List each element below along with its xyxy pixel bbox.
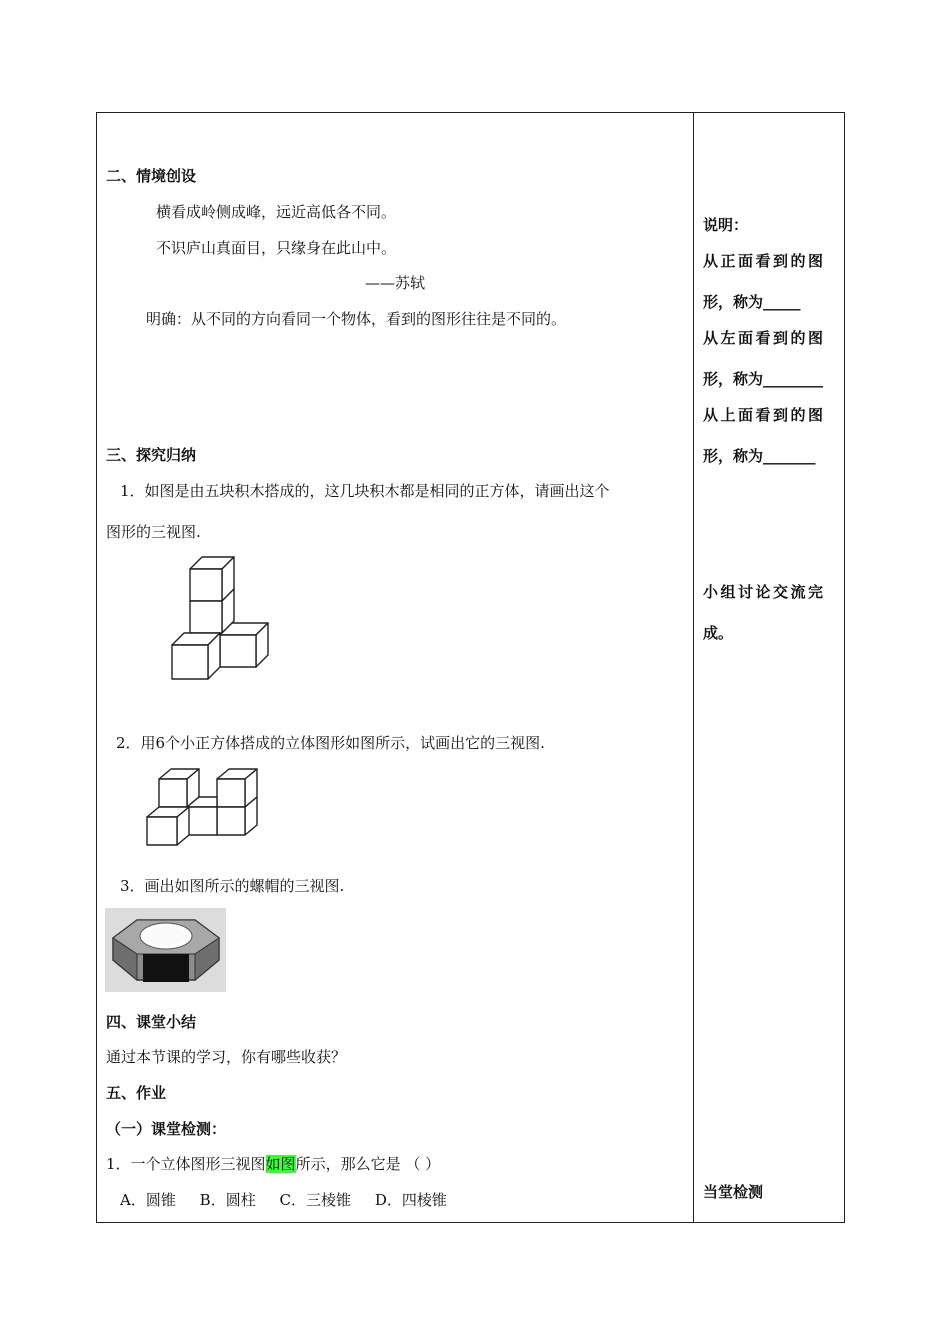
poem-line-2: 不识庐山真面目，只缘身在此山中。 xyxy=(156,239,397,257)
question3-text: 3．画出如图所示的螺帽的三视图. xyxy=(120,877,345,895)
section3-heading: 三、探究归纳 xyxy=(106,446,197,464)
column-divider xyxy=(693,112,694,1223)
sidebar-left-line1: 从左面看到的图 xyxy=(703,329,826,347)
classroom-check-heading: （一）课堂检测： xyxy=(106,1120,227,1138)
poem-line-1: 横看成岭侧成峰，远近高低各不同。 xyxy=(156,203,397,221)
sidebar-check-label: 当堂检测 xyxy=(703,1183,764,1201)
sidebar-front-line1: 从正面看到的图 xyxy=(703,252,826,270)
answer-options: A．圆锥 B．圆柱 C．三棱锥 D．四棱锥 xyxy=(120,1191,447,1209)
clarify-text: 明确：从不同的方向看同一个物体，看到的图形往往是不同的。 xyxy=(146,310,567,328)
sidebar-left-line2: 形，称为________ xyxy=(703,370,824,388)
cube-figure-1 xyxy=(168,555,273,683)
highlighted-text: 如图 xyxy=(265,1155,296,1173)
summary-question: 通过本节课的学习，你有哪些收获？ xyxy=(106,1048,347,1066)
sidebar-note-title: 说明： xyxy=(703,216,749,234)
sidebar-group-line1: 小组讨论交流完 xyxy=(703,583,826,601)
poem-author: ——苏轼 xyxy=(365,274,426,292)
question1-text-before: 1．一个立体图形三视图 xyxy=(106,1155,266,1173)
question1-text-after: 所示，那么它是 （ ） xyxy=(295,1155,441,1173)
question2-text: 2．用6个小正方体搭成的立体图形如图所示，试画出它的三视图. xyxy=(116,734,545,752)
section2-heading: 二、情境创设 xyxy=(106,167,197,185)
hex-nut-image xyxy=(105,908,226,992)
cube-figure-2 xyxy=(143,767,261,849)
sidebar-top-line1: 从上面看到的图 xyxy=(703,406,826,424)
sidebar-top-line2: 形，称为_______ xyxy=(703,447,816,465)
homework-question1 xyxy=(106,1154,440,1174)
section5-heading: 五、作业 xyxy=(106,1084,167,1102)
sidebar-front-line2: 形，称为_____ xyxy=(703,293,801,311)
question1-line1: 1．如图是由五块积木搭成的，这几块积木都是相同的正方体，请画出这个 xyxy=(120,482,610,500)
section4-heading: 四、课堂小结 xyxy=(106,1013,197,1031)
sidebar-group-line2: 成。 xyxy=(703,624,734,642)
question1-line2: 图形的三视图. xyxy=(106,523,201,541)
